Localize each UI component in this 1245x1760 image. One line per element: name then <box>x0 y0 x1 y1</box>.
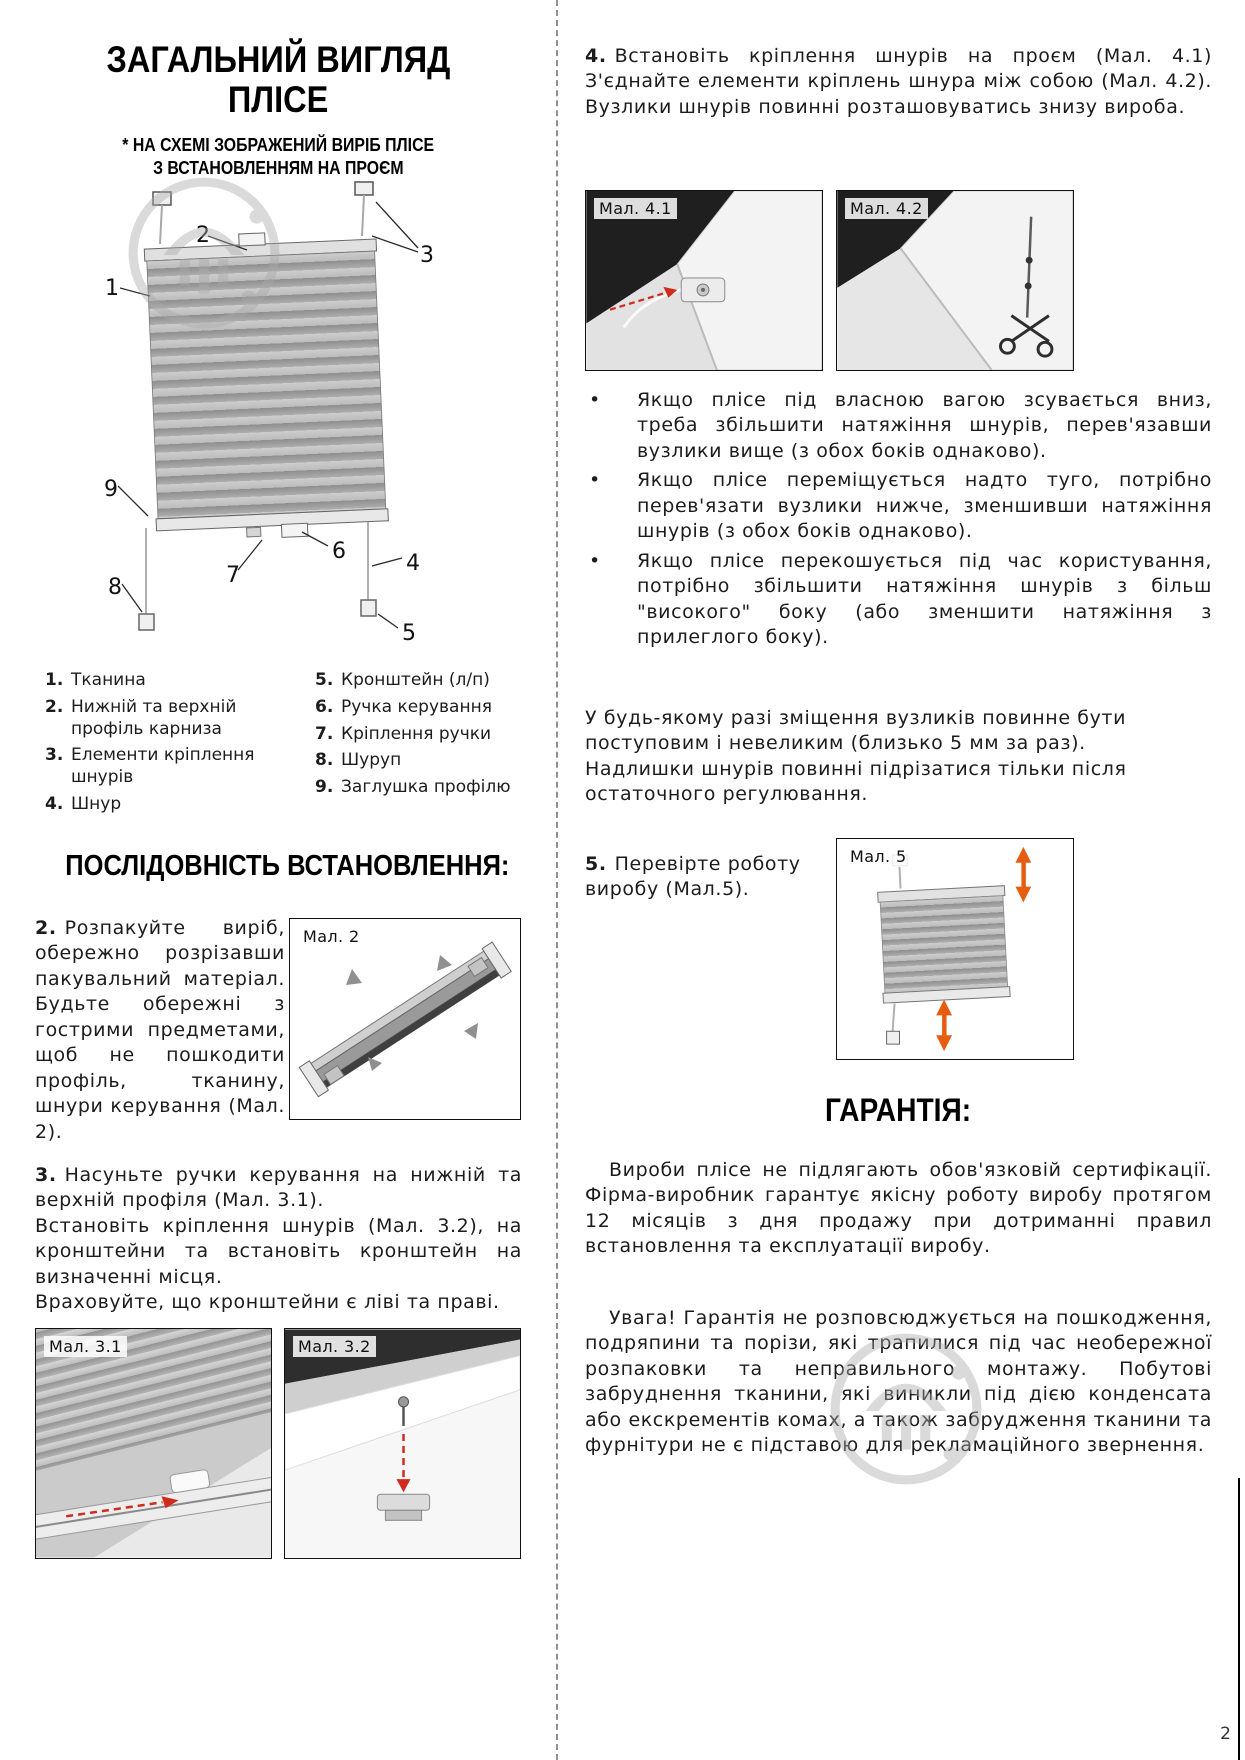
warranty-heading <box>585 1092 1212 1129</box>
legend-item-text: Елементи кріплення шнурів <box>71 745 255 787</box>
figure-2-label: Мал. 2 <box>298 926 365 947</box>
legend-item <box>45 670 295 692</box>
bullet-marker: • <box>589 469 601 492</box>
bullet-text: Якщо плісе переміщується надто туго, потрібно перев'язати вузлики нижче, зменшивши натяжіння шнурів (з обох боків однаково). <box>637 469 1212 543</box>
step5-text: Перевірте роботу виробу (Мал.5). <box>585 853 801 901</box>
callout-4: 4 <box>406 551 420 576</box>
bullet-item <box>585 388 1212 464</box>
bullet-marker: • <box>589 549 601 572</box>
step3-paragraph-3 <box>35 1290 522 1315</box>
callout-9: 9 <box>104 477 118 502</box>
bullet-item <box>585 549 1212 651</box>
legend-item <box>45 745 295 789</box>
sequence-heading-text: ПОСЛІДОВНІСТЬ ВСТАНОВЛЕННЯ: <box>65 850 510 882</box>
parts-legend <box>45 670 535 821</box>
blind-body <box>144 228 389 543</box>
callout-3: 3 <box>420 243 434 268</box>
step5-paragraph <box>585 852 820 903</box>
page-title-line2: ПЛІСЕ <box>228 78 329 120</box>
callout-2: 2 <box>196 223 210 248</box>
figure-2 <box>289 918 521 1120</box>
callout-6: 6 <box>332 539 346 564</box>
legend-item-num: 4. <box>45 793 64 814</box>
note-paragraph-1: У будь-якому разі зміщення вузликів повинне бути поступовим і невеликим (близько 5 мм за раз). <box>585 707 1127 755</box>
step2-text: Розпакуйте виріб, обережно розрізавши пакувальний матеріал. Будьте обережні з гострими предметами, щоб не пошкодити профіль, тканину, шнури керування (Мал. 2). <box>35 917 285 1143</box>
warranty-paragraph-1: Вироби плісе не підлягають обов'язковій сертифікації. Фірма-виробник гарантує якісну роботу виробу протягом 12 місяців з дня продажу при дотриманні правил встановлення та експлуатації виробу. <box>585 1159 1212 1258</box>
step3-paragraph-2 <box>35 1214 522 1290</box>
figure-3-2-illustration <box>285 1329 520 1558</box>
column-divider <box>556 0 558 1760</box>
bullet-item <box>585 468 1212 544</box>
note-paragraph-2: Надлишки шнурів повинні підрізатися тільки після остаточного регулювання. <box>585 757 1127 806</box>
legend-item-text: Шнур <box>71 793 122 814</box>
legend-item <box>315 670 535 692</box>
legend-item-text: Нижній та верхній профіль карниза <box>71 696 237 739</box>
legend-item-text: Ручка керування <box>341 696 492 717</box>
step3-number: 3. <box>35 1164 57 1186</box>
figure-5-label: Мал. 5 <box>845 846 912 867</box>
legend-item-num: 8. <box>315 750 334 771</box>
callout-5: 5 <box>402 621 416 646</box>
legend-item-num: 1. <box>45 670 64 690</box>
adjustment-bullet-list <box>585 388 1212 655</box>
step4-text: Встановіть кріплення шнурів на проєм (Мал. 4.1) З'єднайте елементи кріплень шнура між собою (Мал. 4.2). Вузлики шнурів повинні розташовуватись знизу вироба. <box>585 45 1212 118</box>
legend-item <box>45 697 295 741</box>
page-subtitle <box>35 134 522 181</box>
legend-item-text: Кронштейн (л/п) <box>341 670 490 690</box>
step3-text-3: Враховуйте, що кронштейни є ліві та праві. <box>35 1291 500 1314</box>
right-edge-rule <box>1238 1478 1240 1760</box>
bullet-marker: • <box>589 389 601 411</box>
warranty-paragraph-2: Увага! Гарантія не розповсюджується на пошкодження, подряпини та порізи, які трапилися під час необережної розпаковки та неправильного монтажу. Побутові забруднення тканини, які виникли під дією конденсата або екскрементів комах, а також забрудження тканини та фурнітури не є підставою для рекламаційного звернення. <box>585 1307 1212 1457</box>
figure-3-1-label: Мал. 3.1 <box>44 1336 127 1357</box>
figure-4-2 <box>836 190 1074 371</box>
legend-item <box>45 794 295 816</box>
step4-number: 4. <box>585 45 607 67</box>
page-title <box>35 40 522 120</box>
figure-3-1 <box>35 1328 272 1559</box>
legend-item <box>315 777 535 799</box>
legend-item <box>315 750 535 772</box>
legend-item-num: 9. <box>315 777 334 797</box>
legend-item-num: 6. <box>315 696 334 717</box>
page-number: 2 <box>1220 1724 1231 1744</box>
figure-4-2-label: Мал. 4.2 <box>845 198 928 219</box>
legend-item-num: 3. <box>45 745 64 766</box>
blind-overview-diagram <box>50 178 520 668</box>
legend-item-text: Тканина <box>71 670 146 690</box>
legend-item-text: Заглушка профілю <box>341 777 511 797</box>
parts-legend-col2 <box>315 670 535 821</box>
bullet-text: Якщо плісе під власною вагою зсувається вниз, треба збільшити натяжіння шнурів, перев'язавши вузлики вище (з обох боків однаково). <box>637 389 1212 462</box>
legend-item-text: Кріплення ручки <box>341 723 492 744</box>
callout-7: 7 <box>226 563 240 588</box>
page-title-line1: ЗАГАЛЬНИЙ ВИГЛЯД <box>106 39 451 80</box>
legend-item <box>315 724 535 746</box>
step5-number: 5. <box>585 853 607 875</box>
step4-paragraph <box>585 44 1212 120</box>
figure-3-2-label: Мал. 3.2 <box>293 1336 376 1357</box>
figure-4-1-label: Мал. 4.1 <box>594 198 677 219</box>
figure-5 <box>836 838 1074 1060</box>
legend-item <box>315 697 535 719</box>
figure-3-2 <box>284 1328 521 1559</box>
step3-text-1: Насуньте ручки керування на нижній та верхній профіля (Мал. 3.1). <box>35 1164 522 1212</box>
step3-block <box>35 1163 522 1316</box>
figure-4-1 <box>585 190 823 371</box>
step3-paragraph-1 <box>35 1163 522 1214</box>
step2-paragraph <box>35 916 285 1145</box>
bullet-text: Якщо плісе перекошується під час користування, потрібно збільшити натяжіння шнурів з більш "високого" боку (або зменшити натяжіння з прилеглого боку). <box>637 549 1212 649</box>
page-subtitle-line1: * НА СХЕМІ ЗОБРАЖЕНИЙ ВИРІБ ПЛІСЕ <box>122 135 435 155</box>
adjustment-note-block <box>585 706 1212 808</box>
parts-legend-col1 <box>45 670 295 821</box>
figure-5-illustration <box>837 839 1073 1059</box>
legend-item-num: 2. <box>45 696 64 717</box>
legend-item-num: 5. <box>315 670 334 690</box>
figure-3-1-illustration <box>36 1329 271 1558</box>
callout-1: 1 <box>105 276 119 301</box>
callout-8: 8 <box>108 575 122 600</box>
step2-number: 2. <box>35 917 57 939</box>
figure-2-illustration <box>290 919 520 1119</box>
warranty-heading-text: ГАРАНТІЯ: <box>825 1092 972 1128</box>
page-subtitle-line2: З ВСТАНОВЛЕННЯМ НА ПРОЄМ <box>153 158 404 179</box>
legend-item-text: Шуруп <box>341 750 402 771</box>
sequence-heading <box>35 850 522 883</box>
legend-item-num: 7. <box>315 723 334 744</box>
step3-text-2: Встановіть кріплення шнурів (Мал. 3.2), на кронштейни та встановіть кронштейн на визначенні місця. <box>35 1214 522 1288</box>
